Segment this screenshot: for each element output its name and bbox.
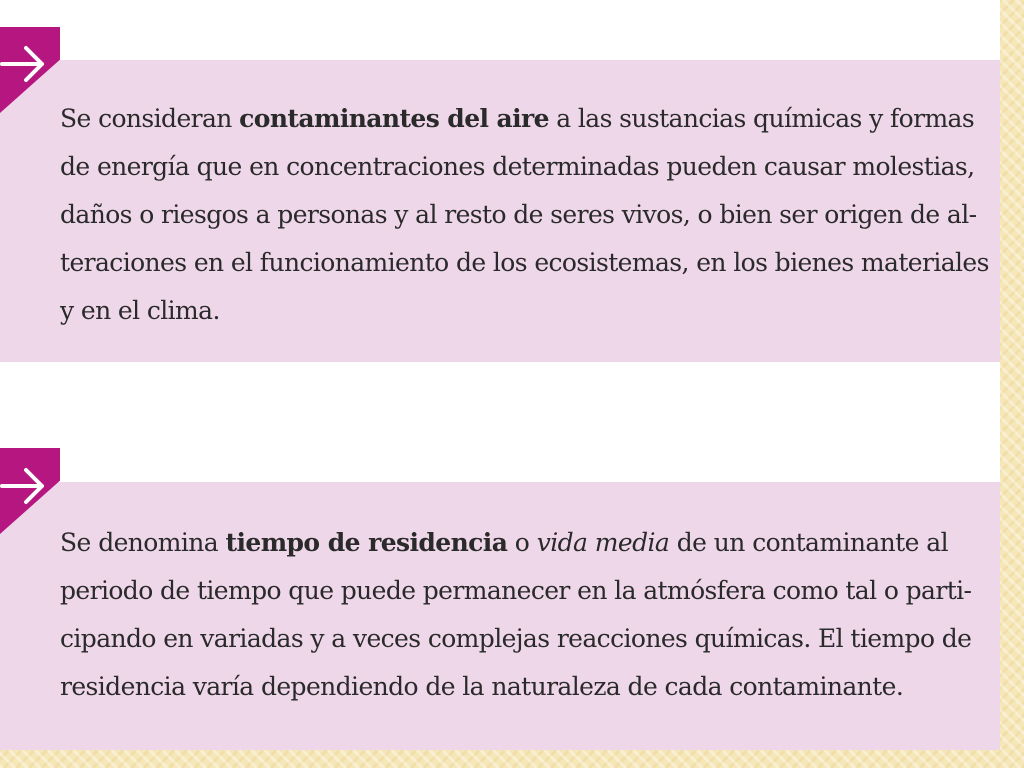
- paragraph-line: de energía que en concentraciones determinadas pueden causar molestias,: [60, 152, 975, 181]
- paragraph-line: teraciones en el funcionamiento de los ecosistemas, en los bienes materiales: [60, 248, 989, 277]
- text-span: o: [507, 528, 537, 557]
- italic-term-vida-media: vida media: [536, 528, 670, 557]
- paragraph-contaminantes: [60, 95, 989, 335]
- arrow-right-icon: [0, 462, 48, 510]
- paragraph-line: residencia varía dependiendo de la naturaleza de cada contaminante.: [60, 672, 904, 701]
- arrow-right-icon: [0, 40, 48, 88]
- paragraph-line: [60, 519, 948, 567]
- text-span: Se consideran: [60, 104, 240, 133]
- paragraph-line: daños o riesgos a personas y al resto de seres vivos, o bien ser origen de al-: [60, 200, 977, 229]
- text-span: a las sustancias químicas y formas: [548, 104, 975, 133]
- text-span: Se denomina: [60, 528, 226, 557]
- paragraph-line: periodo de tiempo que puede permanecer en la atmósfera como tal o parti-: [60, 576, 972, 605]
- paragraph-line: cipando en variadas y a veces complejas reacciones químicas. El tiempo de: [60, 624, 972, 653]
- paragraph-line: [60, 95, 975, 143]
- text-span: de un contaminante al: [669, 528, 948, 557]
- bold-term-contaminantes-del-aire: contaminantes del aire: [239, 104, 549, 133]
- paragraph-tiempo-de-residencia: [60, 519, 972, 711]
- paragraph-line: y en el clima.: [60, 296, 220, 325]
- bold-term-tiempo-de-residencia: tiempo de residencia: [225, 528, 508, 557]
